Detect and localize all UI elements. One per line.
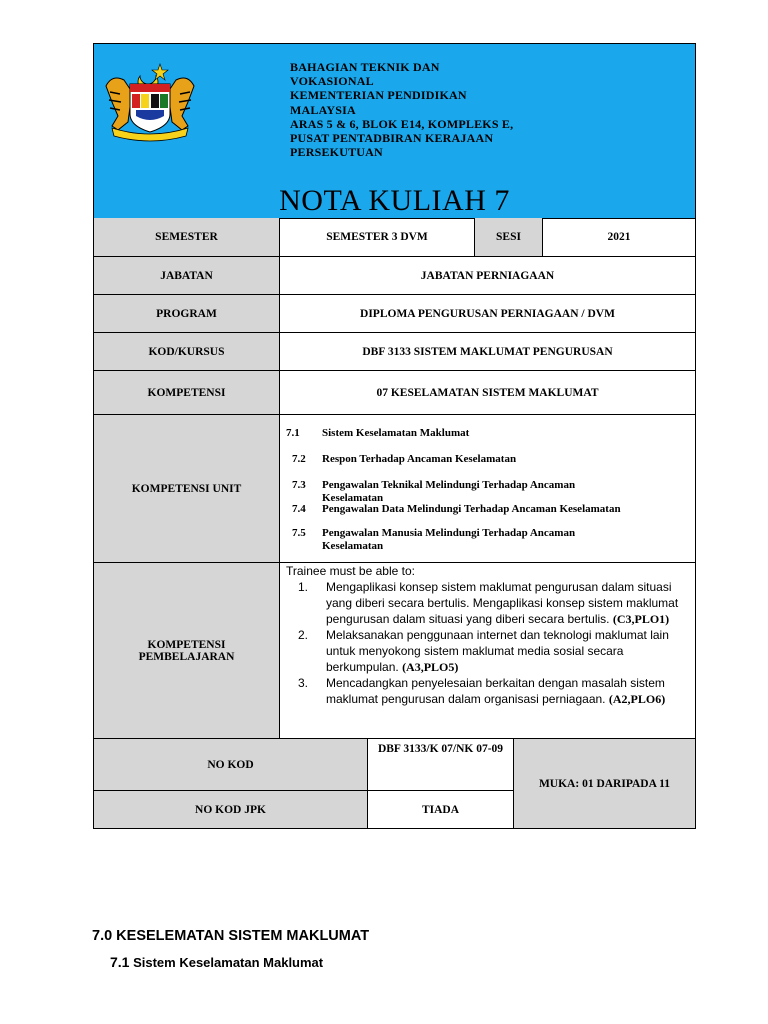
muka-page-count: MUKA: 01 DARIPADA 11	[513, 739, 695, 828]
agency-line: BAHAGIAN TEKNIK DAN	[290, 60, 440, 74]
unit-number: 7.4	[292, 503, 306, 515]
subsection-heading	[110, 954, 323, 970]
outcome-code: (C3,PLO1)	[612, 612, 670, 626]
nokod-value: DBF 3133/K 07/NK 07-09	[367, 739, 513, 791]
outcome-number: 2.	[298, 628, 309, 642]
outcome-code: (A3,PLO5)	[402, 660, 459, 674]
subsection-title: Sistem Keselamatan Maklumat	[133, 955, 324, 970]
agency-line: PERSEKUTUAN	[290, 145, 383, 160]
unit-text: Pengawalan Manusia Melindungi Terhadap Ancaman Keselamatan	[322, 527, 576, 552]
coat-of-arms-icon	[100, 58, 200, 144]
unit-number: 7.3	[292, 479, 306, 491]
sesi-label: SESI	[474, 218, 542, 256]
kompetensi-unit-label: KOMPETENSI UNIT	[94, 415, 279, 562]
semester-label: SEMESTER	[94, 218, 279, 256]
agency-line: VOKASIONAL	[290, 74, 374, 89]
outcome-item	[286, 627, 691, 675]
kod-kursus-row	[94, 333, 695, 371]
nokod-jpk-value: TIADA	[367, 791, 513, 828]
unit-text: Pengawalan Teknikal Melindungi Terhadap Ancaman Keselamatan	[322, 479, 576, 504]
agency-address	[290, 60, 513, 159]
kompetensi-pembelajaran-label	[94, 563, 279, 738]
subsection-number: 7.1	[110, 954, 130, 970]
unit-text: Respon Terhadap Ancaman Keselamatan	[322, 453, 517, 465]
program-label: PROGRAM	[94, 295, 279, 332]
learning-outcomes	[286, 563, 691, 707]
kompetensi-unit-row	[94, 415, 695, 563]
outcome-number: 3.	[298, 676, 309, 690]
unit-item	[286, 427, 470, 443]
outcome-text: Mencadangkan penyelesaian berkaitan dengan masalah sistem maklumat pengurusan dalam organisasi perniagaan.	[326, 676, 665, 706]
kod-kursus-value: DBF 3133 SISTEM MAKLUMAT PENGURUSAN	[279, 333, 695, 370]
kompetensi-value: 07 KESELAMATAN SISTEM MAKLUMAT	[279, 371, 695, 414]
sesi-value: 2021	[542, 218, 695, 256]
pembelajaran-label-line: PEMBELAJARAN	[138, 650, 235, 663]
unit-number: 7.2	[292, 453, 306, 465]
unit-list	[286, 427, 621, 552]
kompetensi-label: KOMPETENSI	[94, 371, 279, 414]
trainee-intro: Trainee must be able to:	[286, 564, 415, 578]
kod-kursus-label: KOD/KURSUS	[94, 333, 279, 370]
outcome-item	[286, 579, 691, 627]
nokod-jpk-label: NO KOD JPK	[94, 791, 367, 828]
pembelajaran-label-line: KOMPETENSI	[147, 638, 226, 651]
program-value: DIPLOMA PENGURUSAN PERNIAGAAN / DVM	[279, 295, 695, 332]
agency-line: ARAS 5 & 6, BLOK E14, KOMPLEKS E,	[290, 116, 514, 131]
jabatan-label: JABATAN	[94, 257, 279, 294]
agency-line: MALAYSIA	[290, 102, 356, 117]
document-header-table	[93, 43, 696, 829]
agency-line: PUSAT PENTADBIRAN KERAJAAN	[290, 131, 494, 146]
nokod-label: NO KOD	[94, 739, 367, 791]
agency-line: KEMENTERIAN PENDIDIKAN	[290, 88, 467, 103]
kompetensi-pembelajaran-row	[94, 563, 695, 739]
unit-number: 7.5	[292, 527, 306, 539]
semester-row	[94, 218, 695, 257]
outcome-number: 1.	[298, 580, 309, 594]
unit-text: Pengawalan Data Melindungi Terhadap Ancaman Keselamatan	[322, 503, 621, 515]
page-title: NOTA KULIAH 7	[279, 184, 510, 217]
unit-text: Sistem Keselamatan Maklumat	[322, 427, 470, 439]
unit-number: 7.1	[286, 427, 300, 439]
jabatan-value: JABATAN PERNIAGAAN	[279, 257, 695, 294]
outcome-code: (A2,PLO6)	[608, 692, 666, 706]
outcome-item	[286, 675, 691, 707]
header-banner	[94, 44, 695, 219]
outcome-text: Mengaplikasi konsep sistem maklumat pengurusan dalam situasi yang diberi secara bertulis. Mengaplikasi konsep sistem maklumat pengurusan dalam situasi yang diberi secara bertulis.	[326, 580, 679, 626]
outcome-text: Melaksanakan penggunaan internet dan teknologi maklumat lain untuk menyokong sistem maklumat media sosial secara berkumpulan.	[326, 628, 669, 674]
kompetensi-row	[94, 371, 695, 415]
program-row	[94, 295, 695, 333]
semester-value: SEMESTER 3 DVM	[279, 218, 474, 256]
jabatan-row	[94, 257, 695, 295]
section-heading: 7.0 KESELEMATAN SISTEM MAKLUMAT	[92, 928, 370, 944]
